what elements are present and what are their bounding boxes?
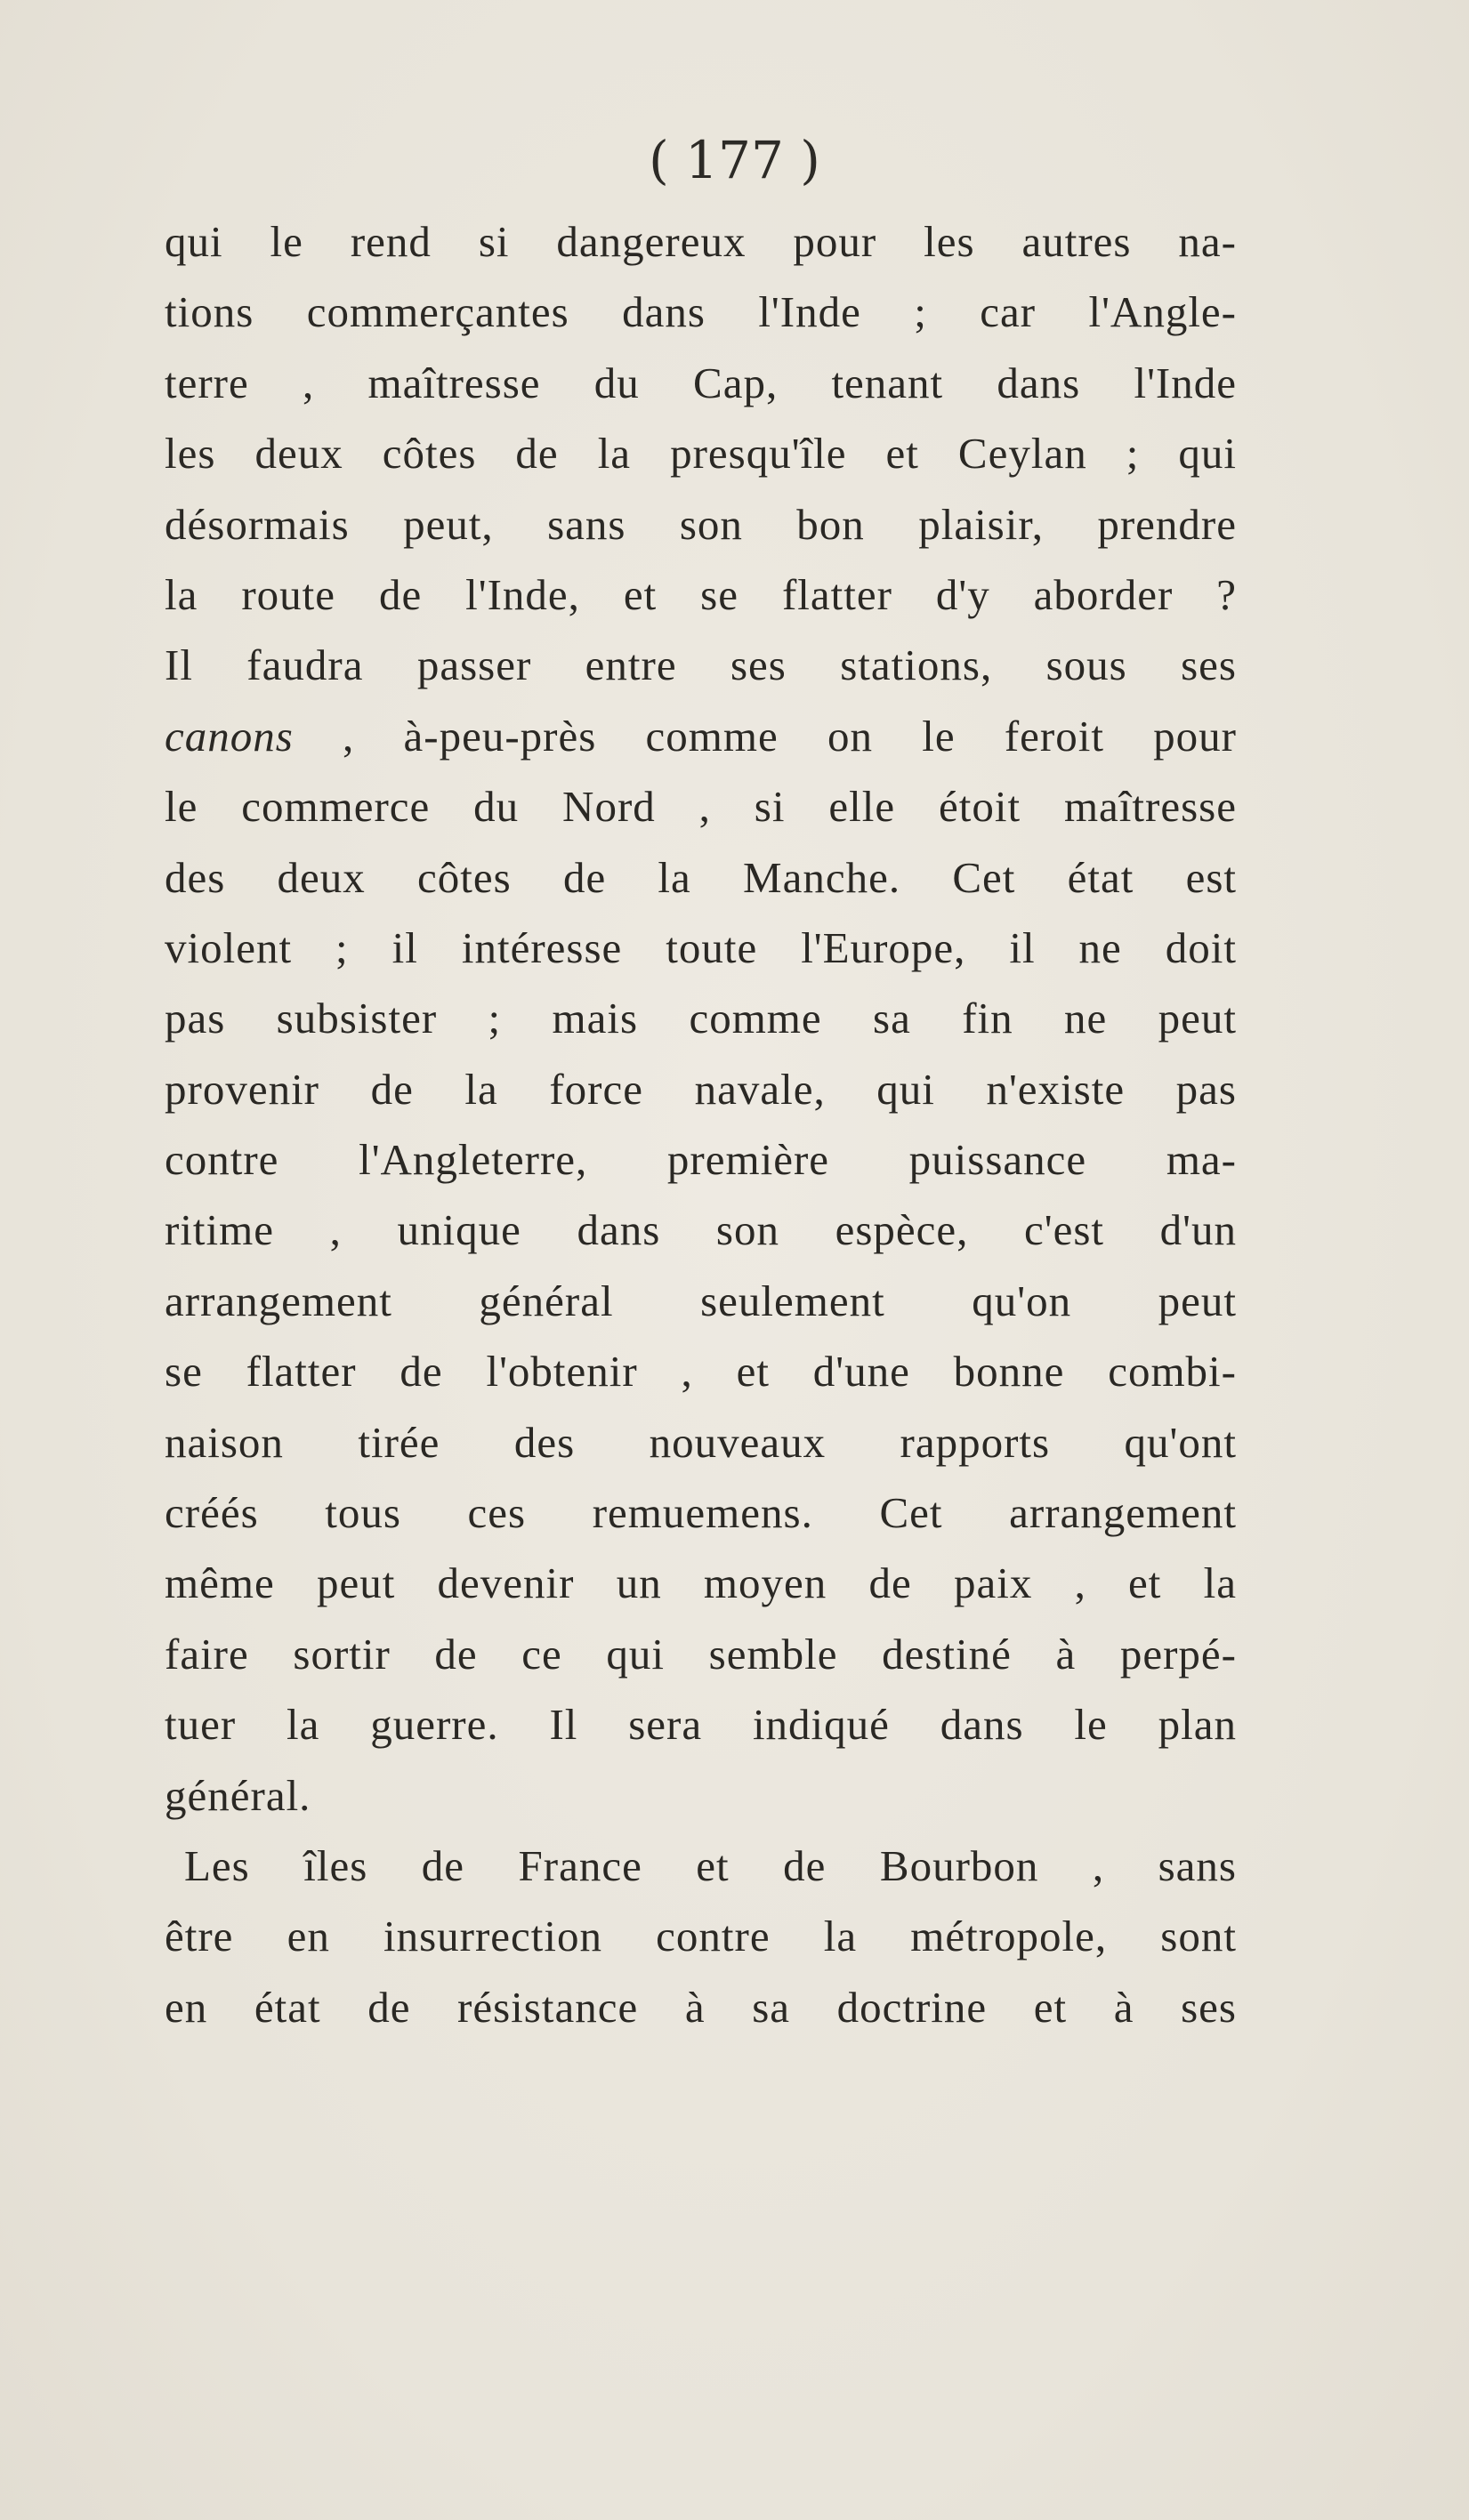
text-line: des deux côtes de la Manche. Cet état est bbox=[165, 852, 1237, 902]
text-line: arrangement général seulement qu'on peut bbox=[165, 1276, 1237, 1325]
text-line: en état de résistance à sa doctrine et à ses bbox=[165, 1982, 1237, 2032]
text-line: même peut devenir un moyen de paix , et la bbox=[165, 1558, 1237, 1608]
paragraph-1 bbox=[165, 206, 1237, 1831]
text-line: faire sortir de ce qui semble destiné à perpé- bbox=[165, 1629, 1237, 1679]
body-text bbox=[165, 206, 1237, 2042]
text-line: se flatter de l'obtenir , et d'une bonne combi- bbox=[165, 1347, 1237, 1397]
text-line: qui le rend si dangereux pour les autres na- bbox=[165, 217, 1237, 266]
text-line-rest: , à-peu-près comme on le feroit pour bbox=[293, 711, 1237, 761]
text-line: tions commerçantes dans l'Inde ; car l'Angle- bbox=[165, 287, 1237, 337]
text-line: être en insurrection contre la métropole, sont bbox=[165, 1912, 1237, 1961]
page-number: ( 177 ) bbox=[649, 130, 820, 190]
text-line: tuer la guerre. Il sera indiqué dans le plan bbox=[165, 1700, 1237, 1750]
text-line: la route de l'Inde, et se flatter d'y aborder ? bbox=[165, 569, 1237, 619]
text-line: terre , maîtresse du Cap, tenant dans l'Inde bbox=[165, 358, 1237, 407]
text-line: Il faudra passer entre ses stations, sous ses bbox=[165, 640, 1237, 690]
text-line-mixed bbox=[165, 701, 1237, 771]
text-line: violent ; il intéresse toute l'Europe, il ne doit bbox=[165, 922, 1237, 972]
text-line: les deux côtes de la presqu'île et Ceylan ; qui bbox=[165, 429, 1237, 479]
text-line: le commerce du Nord , si elle étoit maîtresse bbox=[165, 782, 1237, 832]
text-line: Les îles de France et de Bourbon , sans bbox=[184, 1840, 1237, 1890]
text-line: provenir de la force navale, qui n'existe pas bbox=[165, 1064, 1237, 1114]
text-line: ritime , unique dans son espèce, c'est d'un bbox=[165, 1205, 1237, 1255]
text-line: contre l'Angleterre, première puissance ma- bbox=[165, 1135, 1237, 1185]
paragraph-2 bbox=[165, 1831, 1237, 2042]
text-line: désormais peut, sans son bon plaisir, prendre bbox=[165, 499, 1237, 549]
text-line: pas subsister ; mais comme sa fin ne peut bbox=[165, 994, 1237, 1043]
text-line: général. bbox=[165, 1770, 311, 1820]
text-line: créés tous ces remuemens. Cet arrangement bbox=[165, 1488, 1237, 1538]
italic-word: canons bbox=[165, 711, 294, 761]
text-line: naison tirée des nouveaux rapports qu'ont bbox=[165, 1417, 1237, 1467]
